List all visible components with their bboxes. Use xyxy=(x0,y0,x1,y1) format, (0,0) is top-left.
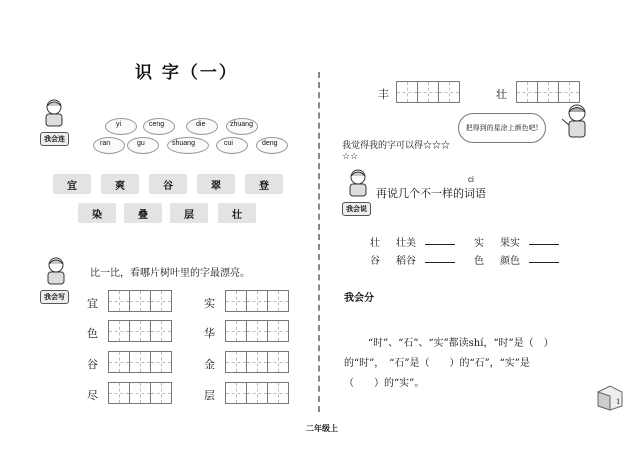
answer-blank[interactable] xyxy=(529,232,559,245)
answer-blank[interactable] xyxy=(425,250,455,263)
writing-grid[interactable] xyxy=(225,320,288,342)
badge-write: 我会写 xyxy=(40,290,69,304)
writing-grid[interactable] xyxy=(225,351,288,373)
page-title: 识 字（一） xyxy=(135,63,238,83)
badge-speak: 我会说 xyxy=(342,202,371,216)
pinyin-label: ceng xyxy=(149,121,165,128)
pinyin-label: gu xyxy=(137,140,145,147)
word-example: 壮美 xyxy=(396,238,416,249)
char-box[interactable]: 染 xyxy=(78,203,116,223)
char-box[interactable]: 层 xyxy=(170,203,208,223)
pinyin-annotation: ci xyxy=(468,175,474,184)
top-char-label: 壮 xyxy=(496,88,507,101)
pinyin-label: die xyxy=(196,121,206,128)
pinyin-label: shuang xyxy=(172,140,195,147)
child-reading-icon xyxy=(40,98,68,128)
paragraph-line: “时”、“石”、“实”都读shí，“时”是（ ） xyxy=(368,338,554,349)
top-char-label: 丰 xyxy=(378,88,389,101)
child-writing-icon xyxy=(42,256,70,286)
write-char-label: 宜 xyxy=(87,297,98,310)
writing-grid[interactable] xyxy=(225,382,288,404)
footer-label: 二年级上 xyxy=(306,423,338,433)
writing-grid[interactable] xyxy=(396,81,459,103)
write-instruction: 比一比，看哪片树叶里的字最漂亮。 xyxy=(90,268,250,279)
child-speaking-icon xyxy=(344,168,372,198)
char-box[interactable]: 宜 xyxy=(53,174,91,194)
paragraph-line: （ ）的“实”。 xyxy=(344,378,425,389)
char-box[interactable]: 翠 xyxy=(197,174,235,194)
char-box[interactable]: 谷 xyxy=(149,174,187,194)
write-char-label: 色 xyxy=(87,327,98,340)
pinyin-label: yi xyxy=(116,121,122,128)
write-char-label: 谷 xyxy=(87,358,98,371)
pinyin-label: zhuang xyxy=(230,121,253,128)
answer-blank[interactable] xyxy=(529,250,559,263)
write-char-label: 尽 xyxy=(87,389,98,402)
word-char: 壮 xyxy=(370,238,380,249)
write-char-label: 华 xyxy=(204,327,215,340)
page-divider xyxy=(318,72,320,412)
char-box[interactable]: 爽 xyxy=(101,174,139,194)
child-pointing-icon xyxy=(562,103,592,143)
writing-grid[interactable] xyxy=(225,290,288,312)
page-number: 1 xyxy=(616,398,621,406)
word-char: 色 xyxy=(474,256,484,267)
pinyin-label: deng xyxy=(262,140,278,147)
writing-grid[interactable] xyxy=(108,320,171,342)
write-char-label: 金 xyxy=(204,358,215,371)
char-box[interactable]: 登 xyxy=(245,174,283,194)
section-heading: 我会分 xyxy=(344,293,374,304)
section-instruction: 再说几个不一样的词语 xyxy=(376,187,486,200)
writing-grid[interactable] xyxy=(108,382,171,404)
write-char-label: 实 xyxy=(204,297,215,310)
self-eval-stars[interactable]: ☆☆ xyxy=(342,152,359,162)
writing-grid[interactable] xyxy=(108,351,171,373)
char-box[interactable]: 壮 xyxy=(218,203,256,223)
paragraph-line: 的“时”， “石”是（ ）的“石”，“实”是 xyxy=(344,358,530,369)
write-char-label: 层 xyxy=(204,389,215,402)
word-example: 果实 xyxy=(500,238,520,249)
pinyin-label: ran xyxy=(100,140,111,147)
word-example: 颜色 xyxy=(500,256,520,267)
badge-connect: 我会连 xyxy=(40,132,69,146)
word-example: 稻谷 xyxy=(396,256,416,267)
writing-grid[interactable] xyxy=(108,290,171,312)
char-box[interactable]: 叠 xyxy=(124,203,162,223)
word-char: 谷 xyxy=(370,256,380,267)
speech-cloud: 把得到的星涂上颜色吧! xyxy=(458,113,546,143)
page-number-cube-icon xyxy=(594,382,626,412)
self-eval-text: 我觉得我的字可以得☆☆☆ xyxy=(342,141,451,151)
word-char: 实 xyxy=(474,238,484,249)
writing-grid[interactable] xyxy=(516,81,579,103)
pinyin-label: cui xyxy=(224,140,233,147)
answer-blank[interactable] xyxy=(425,232,455,245)
